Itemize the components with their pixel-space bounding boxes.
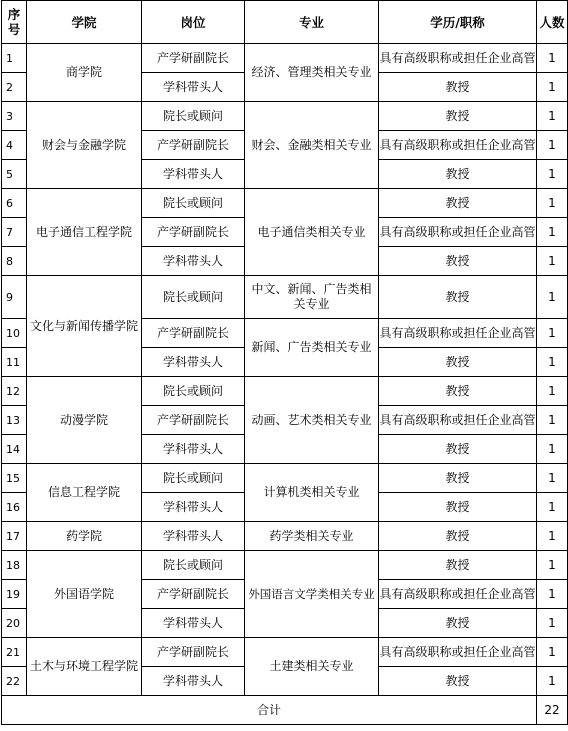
title-cell: 具有高级职称或担任企业高管: [379, 319, 537, 348]
major-cell: 动画、艺术类相关专业: [245, 377, 379, 464]
post-cell: 产学研副院长: [142, 406, 245, 435]
header-college: 学院: [27, 1, 142, 44]
seq-cell: 13: [2, 406, 27, 435]
table-row: [2, 464, 568, 493]
count-cell: 1: [537, 247, 568, 276]
post-cell: 产学研副院长: [142, 218, 245, 247]
recruitment-table: [1, 0, 568, 725]
college-cell: 电子通信工程学院: [27, 189, 142, 276]
title-cell: 教授: [379, 247, 537, 276]
post-cell: 学科带头人: [142, 160, 245, 189]
major-cell: 药学类相关专业: [245, 522, 379, 551]
title-cell: 教授: [379, 377, 537, 406]
seq-cell: 10: [2, 319, 27, 348]
post-cell: 产学研副院长: [142, 638, 245, 667]
count-cell: 1: [537, 667, 568, 696]
table-row: [2, 44, 568, 73]
total-label: 合计: [2, 696, 537, 725]
table-row: [2, 551, 568, 580]
seq-cell: 22: [2, 667, 27, 696]
college-cell: 财会与金融学院: [27, 102, 142, 189]
seq-cell: 11: [2, 348, 27, 377]
count-cell: 1: [537, 580, 568, 609]
title-cell: 具有高级职称或担任企业高管: [379, 580, 537, 609]
title-cell: 具有高级职称或担任企业高管: [379, 218, 537, 247]
seq-cell: 9: [2, 276, 27, 319]
seq-cell: 6: [2, 189, 27, 218]
college-cell: 土木与环境工程学院: [27, 638, 142, 696]
seq-cell: 16: [2, 493, 27, 522]
college-cell: 动漫学院: [27, 377, 142, 464]
count-cell: 1: [537, 131, 568, 160]
count-cell: 1: [537, 493, 568, 522]
count-cell: 1: [537, 102, 568, 131]
title-cell: 具有高级职称或担任企业高管: [379, 131, 537, 160]
header-title: 学历/职称: [379, 1, 537, 44]
post-cell: 学科带头人: [142, 493, 245, 522]
seq-cell: 8: [2, 247, 27, 276]
table-row: [2, 276, 568, 319]
count-cell: 1: [537, 189, 568, 218]
major-cell: 财会、金融类相关专业: [245, 102, 379, 189]
count-cell: 1: [537, 218, 568, 247]
title-cell: 教授: [379, 667, 537, 696]
seq-cell: 12: [2, 377, 27, 406]
title-cell: 具有高级职称或担任企业高管: [379, 638, 537, 667]
title-cell: 教授: [379, 551, 537, 580]
post-cell: 学科带头人: [142, 609, 245, 638]
post-cell: 学科带头人: [142, 522, 245, 551]
table-row: [2, 102, 568, 131]
table-row: [2, 377, 568, 406]
title-cell: 教授: [379, 348, 537, 377]
seq-cell: 20: [2, 609, 27, 638]
post-cell: 院长或顾问: [142, 276, 245, 319]
post-cell: 院长或顾问: [142, 377, 245, 406]
title-cell: 教授: [379, 464, 537, 493]
count-cell: 1: [537, 276, 568, 319]
seq-cell: 19: [2, 580, 27, 609]
count-cell: 1: [537, 522, 568, 551]
title-cell: 教授: [379, 102, 537, 131]
header-seq: 序号: [2, 1, 27, 44]
seq-cell: 15: [2, 464, 27, 493]
post-cell: 产学研副院长: [142, 319, 245, 348]
major-cell: 土建类相关专业: [245, 638, 379, 696]
college-cell: 信息工程学院: [27, 464, 142, 522]
title-cell: 具有高级职称或担任企业高管: [379, 44, 537, 73]
title-cell: 教授: [379, 160, 537, 189]
title-cell: 教授: [379, 276, 537, 319]
major-cell: 经济、管理类相关专业: [245, 44, 379, 102]
seq-cell: 4: [2, 131, 27, 160]
title-cell: 教授: [379, 73, 537, 102]
post-cell: 院长或顾问: [142, 464, 245, 493]
major-cell: 电子通信类相关专业: [245, 189, 379, 276]
seq-cell: 7: [2, 218, 27, 247]
count-cell: 1: [537, 406, 568, 435]
post-cell: 学科带头人: [142, 667, 245, 696]
post-cell: 学科带头人: [142, 348, 245, 377]
header-row: [2, 1, 568, 44]
title-cell: 教授: [379, 609, 537, 638]
college-cell: 外国语学院: [27, 551, 142, 638]
seq-cell: 14: [2, 435, 27, 464]
title-cell: 教授: [379, 189, 537, 218]
count-cell: 1: [537, 44, 568, 73]
count-cell: 1: [537, 377, 568, 406]
title-cell: 具有高级职称或担任企业高管: [379, 406, 537, 435]
table-row: [2, 189, 568, 218]
post-cell: 院长或顾问: [142, 102, 245, 131]
title-cell: 教授: [379, 522, 537, 551]
post-cell: 学科带头人: [142, 73, 245, 102]
title-cell: 教授: [379, 493, 537, 522]
seq-cell: 18: [2, 551, 27, 580]
header-count: 人数: [537, 1, 568, 44]
college-cell: 药学院: [27, 522, 142, 551]
count-cell: 1: [537, 551, 568, 580]
post-cell: 学科带头人: [142, 247, 245, 276]
post-cell: 产学研副院长: [142, 580, 245, 609]
count-cell: 1: [537, 160, 568, 189]
post-cell: 院长或顾问: [142, 189, 245, 218]
count-cell: 1: [537, 609, 568, 638]
count-cell: 1: [537, 435, 568, 464]
post-cell: 产学研副院长: [142, 131, 245, 160]
count-cell: 1: [537, 348, 568, 377]
seq-cell: 5: [2, 160, 27, 189]
seq-cell: 21: [2, 638, 27, 667]
header-post: 岗位: [142, 1, 245, 44]
seq-cell: 17: [2, 522, 27, 551]
table-row: [2, 522, 568, 551]
seq-cell: 1: [2, 44, 27, 73]
major-cell: 新闻、广告类相关专业: [245, 319, 379, 377]
total-count: 22: [537, 696, 568, 725]
count-cell: 1: [537, 319, 568, 348]
college-cell: 商学院: [27, 44, 142, 102]
title-cell: 教授: [379, 435, 537, 464]
count-cell: 1: [537, 638, 568, 667]
post-cell: 院长或顾问: [142, 551, 245, 580]
post-cell: 学科带头人: [142, 435, 245, 464]
seq-cell: 2: [2, 73, 27, 102]
total-row: [2, 696, 568, 725]
college-cell: 文化与新闻传播学院: [27, 276, 142, 377]
count-cell: 1: [537, 464, 568, 493]
major-cell: 中文、新闻、广告类相关专业: [245, 276, 379, 319]
table-row: [2, 638, 568, 667]
post-cell: 产学研副院长: [142, 44, 245, 73]
major-cell: 外国语言文学类相关专业: [245, 551, 379, 638]
header-major: 专业: [245, 1, 379, 44]
major-cell: 计算机类相关专业: [245, 464, 379, 522]
count-cell: 1: [537, 73, 568, 102]
seq-cell: 3: [2, 102, 27, 131]
